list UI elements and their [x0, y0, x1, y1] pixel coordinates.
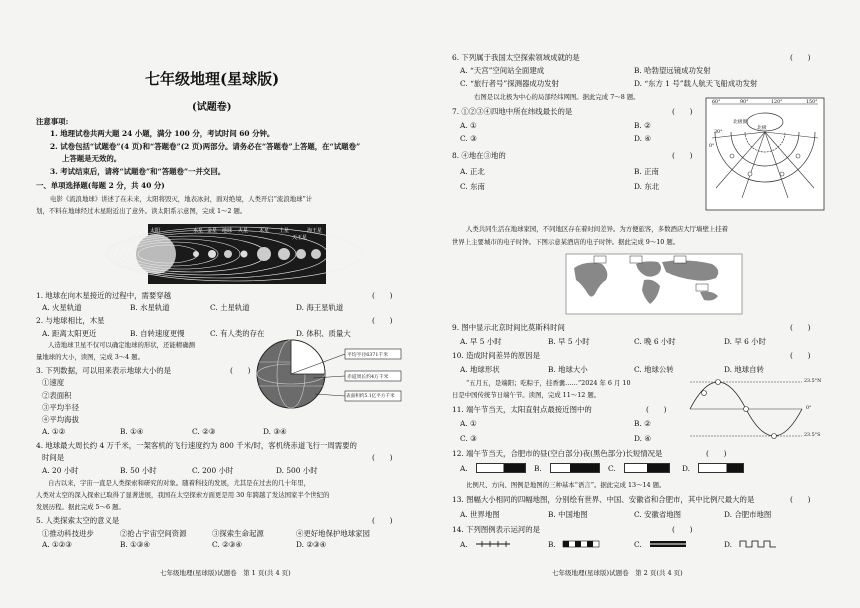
polar-label-90: 90°	[740, 100, 749, 105]
q9-stem: 9. 图中显示北京时间比莫斯科时间	[452, 323, 565, 332]
note-3: 3. 考试结束后，请将“试题卷”和“答题卷”一并交回。	[50, 167, 226, 176]
q5-option-b: B. ①③④	[120, 540, 151, 549]
polar-graticule-figure	[706, 98, 824, 210]
globe-label-circumference: 赤道周长约4万千米	[347, 375, 389, 380]
q7-option-a: A. ①	[460, 121, 477, 130]
solar-label-sun: 太阳	[150, 228, 161, 234]
intro-5b: 人类对太空的深入探索已取得了显著进展，我国在太空探索方面更是用 30 年跨越了发达国家半个世纪的	[36, 491, 330, 499]
q12-option-b: B.	[534, 464, 542, 473]
q5-stem: 5. 人类探索太空的意义是	[36, 516, 120, 525]
q12-stem: 12. 端午节当天，合肥市的昼(空白部分)夜(黑色部分)长短情况是	[452, 449, 663, 458]
q7-stem: 7. ①②③④四地中所在纬线最长的是	[452, 107, 573, 116]
q5-item-2: ②抢占宇宙空间资源	[120, 529, 187, 538]
world-clock-map	[566, 254, 742, 314]
solar-label-earth: 地球	[222, 228, 233, 234]
solar-label-uranus: 天王星	[292, 235, 308, 241]
notes-heading: 注意事项:	[36, 117, 69, 126]
q6-option-b: B. 哈勃望远镜成功发射	[634, 66, 711, 75]
q5-answer-bracket: ( )	[372, 516, 393, 525]
right-footer: 七年级地理(星球版)试题卷 第 2 页(共 4 页)	[552, 569, 683, 577]
solar-system-figure	[148, 224, 326, 284]
q1-stem: 1. 地球在向木星接近的过程中，需要穿越	[36, 291, 172, 300]
legend-symbol-a	[476, 540, 510, 548]
q12-option-c: C.	[608, 464, 616, 473]
q2-option-c: C. 有人类的存在	[210, 329, 265, 338]
intro-11b: 日是中国传统节日端午节。读图，完成 11～12 题。	[452, 391, 601, 399]
q10-option-d: D. 地球自转	[724, 365, 764, 374]
q12-bar-a	[476, 463, 526, 473]
q11-option-a: A. ①	[460, 419, 477, 428]
q5-item-1: ①推动科技进步	[42, 529, 94, 538]
q9-option-c: C. 晚 6 小时	[634, 337, 676, 346]
q9-option-a: A. 早 5 小时	[460, 337, 502, 346]
q14-option-b: B.	[548, 540, 556, 549]
polar-label-30: 30°	[714, 130, 723, 135]
q14-option-d: D.	[724, 540, 733, 549]
q3-option-a: A. ①②	[42, 427, 66, 436]
intro-13: 比例尺、方向、图例是地图的三种基本“语言”。据此完成 13～14 题。	[466, 481, 666, 489]
solar-label-saturn: 土星	[279, 228, 290, 234]
q9-option-d: D. 早 6 小时	[724, 337, 766, 346]
solar-label-jupiter: 木星	[259, 228, 270, 234]
intro-1a: 电影《流浪地球》讲述了在未来，太阳将毁灭，地表冰封，面对绝境，人类开启“流浪地球”计	[50, 195, 313, 203]
q4-answer-bracket: ( )	[372, 453, 393, 462]
polar-label-north-pole: 北极	[757, 126, 767, 131]
q4-option-d: D. 500 小时	[276, 466, 318, 475]
q11-answer-bracket: ( )	[646, 405, 667, 414]
q13-option-b: B. 中国地图	[548, 510, 588, 519]
q4-option-c: C. 200 小时	[192, 466, 234, 475]
solar-label-venus: 金星	[207, 228, 218, 234]
q13-answer-bracket: ( )	[790, 495, 811, 504]
note-2: 2. 试卷包括“试题卷”(4 页)和“答题卷”(2 页)两部分。请务必在“答题卷”上答题，在“试题卷”	[50, 142, 361, 151]
q11-option-d: D. ④	[634, 434, 651, 443]
q2-option-d: D. 体积、质量大	[296, 329, 351, 338]
q6-answer-bracket: ( )	[790, 53, 811, 62]
q2-stem: 2. 与地球相比，木星	[36, 316, 105, 325]
q14-option-c: C.	[634, 540, 642, 549]
q2-option-a: A. 距离太阳更近	[42, 329, 97, 338]
q1-option-c: C. 土星轨道	[210, 303, 250, 312]
left-footer: 七年级地理(星球版)试题卷 第 1 页(共 4 页)	[160, 569, 291, 577]
solar-label-neptune: 海王星	[307, 228, 323, 234]
q3-answer-bracket: ( )	[230, 366, 251, 375]
globe-label-radius: 平均半径6371千米	[347, 353, 388, 358]
q13-option-d: D. 合肥市地图	[724, 510, 772, 519]
intro-9a: 人类共同生活在地球家园，不同地区存在着时间差异。为方便旅客，多数酒店大厅墙壁上挂着	[466, 225, 729, 233]
q11-option-b: B. ②	[634, 419, 651, 428]
q12-bar-c	[624, 463, 670, 473]
q12-answer-bracket: ( )	[706, 449, 727, 458]
q7-option-d: D. ④	[634, 134, 651, 143]
intro-5c: 发展历程。据此完成 5～6 题。	[36, 503, 125, 511]
section-heading: 一、单项选择题(每题 2 分，共 40 分)	[36, 181, 165, 190]
q6-option-d: D. “东方 1 号”载人航天飞船成功发射	[634, 79, 758, 88]
q10-option-b: B. 地球大小	[548, 365, 588, 374]
q5-item-4: ④更好地保护地球家园	[296, 529, 370, 538]
polar-label-arctic-circle: 北极圈	[733, 120, 748, 125]
q8-option-a: A. 正北	[460, 167, 485, 176]
polar-label-120: 120°	[771, 100, 783, 105]
q13-option-a: A. 世界地图	[460, 510, 500, 519]
q3-item-2: ②表面积	[42, 391, 72, 400]
q8-answer-bracket: ( )	[672, 151, 693, 160]
q12-option-a: A.	[460, 464, 468, 473]
q7-answer-bracket: ( )	[672, 107, 693, 116]
q10-option-a: A. 地球形状	[460, 365, 500, 374]
q10-answer-bracket: ( )	[790, 351, 811, 360]
q7-option-b: B. ②	[634, 121, 651, 130]
q10-option-c: C. 地球公转	[634, 365, 674, 374]
q9-option-b: B. 早 5 小时	[548, 337, 590, 346]
note-2-cont: 上答题是无效的。	[62, 154, 122, 163]
q5-option-a: A. ①②③	[42, 540, 72, 549]
intro-3b: 量地球的大小，读图，完成 3～4 题。	[36, 353, 145, 361]
q14-answer-bracket: ( )	[672, 525, 693, 534]
page-title: 七年级地理(星球版)	[145, 70, 280, 88]
q3-option-b: B. ①④	[120, 427, 144, 436]
q5-item-3: ③探索生命起源	[212, 529, 264, 538]
intro-3a: 人造地球卫星不仅可以确定地球的形状，还能精确测	[48, 341, 195, 349]
page-subtitle: (试题卷)	[192, 102, 232, 113]
q3-item-4: ④平均海拔	[42, 415, 79, 424]
sun-direct-point-figure	[690, 378, 802, 440]
q1-option-b: B. 水星轨道	[130, 303, 170, 312]
q11-stem: 11. 端午节当天，太阳直射点最接近图中的	[452, 405, 592, 414]
polar-label-0: 0°	[709, 144, 715, 149]
intro-9b: 世界上主要城市的电子时钟。下图示意某酒店的电子时钟。据此完成 9～10 题。	[452, 238, 680, 246]
q6-stem: 6. 下列属于我国太空探索领域成就的是	[452, 53, 580, 62]
q8-option-d: D. 东北	[634, 182, 660, 191]
legend-symbol-b	[563, 540, 599, 548]
sun-label-south: 23.5°S	[804, 433, 821, 438]
sun-label-equator: 0°	[806, 406, 812, 411]
q4-option-a: A. 20 小时	[42, 466, 79, 475]
legend-symbol-d	[740, 540, 776, 548]
q1-option-a: A. 火星轨道	[42, 303, 82, 312]
q6-option-c: C. “旅行者号”探测器成功发射	[460, 79, 559, 88]
q1-option-d: D. 海王星轨道	[296, 303, 344, 312]
legend-symbol-c	[650, 540, 686, 548]
q14-option-a: A.	[460, 540, 468, 549]
q7-option-c: C. ③	[460, 134, 477, 143]
q14-stem: 14. 下列图例表示运河的是	[452, 525, 541, 534]
note-1: 1. 地理试卷共两大题 24 小题，满分 100 分，考试时间 60 分钟。	[50, 129, 275, 138]
q4-stem: 4. 地球最大周长约 4 万千米，一架客机的飞行速度约为 800 千米/时，客机绕赤道飞行一周需要的	[36, 441, 357, 450]
q10-stem: 10. 造成时间差异的原因是	[452, 351, 541, 360]
q8-option-c: C. 东南	[460, 182, 485, 191]
q3-option-c: C. ②③	[192, 427, 216, 436]
q13-stem: 13. 图幅大小相同的四幅地图，分别绘有世界、中国、安徽省和合肥市，其中比例尺最大的是	[452, 495, 755, 504]
intro-1b: 划，不料在地球经过木星附近出了意外。读太阳系示意图，完成 1～2 题。	[36, 207, 247, 215]
solar-label-mercury: 水星	[193, 228, 204, 234]
q2-answer-bracket: ( )	[372, 316, 393, 325]
sun-label-north: 23.5°N	[804, 379, 822, 384]
intro-11a: “五月五，是端阳；吃粽子，挂香囊……”2024 年 6 月 10	[466, 379, 631, 387]
q4-option-b: B. 50 小时	[120, 466, 157, 475]
q3-item-3: ③平均半径	[42, 403, 79, 412]
q9-answer-bracket: ( )	[790, 323, 811, 332]
q6-option-a: A. “天宫”空间站全面建成	[460, 66, 545, 75]
intro-5a: 自古以来，宇宙一直是人类探索和研究的对象。随着科技的发展，尤其是在过去的几十年里，	[48, 479, 311, 487]
intro-7: 右图是以北极为中心的局部经纬网图。据此完成 7～8 题。	[474, 93, 640, 101]
q12-bar-d	[698, 463, 744, 473]
q3-option-d: D. ③④	[263, 427, 287, 436]
q13-option-c: C. 安徽省地图	[634, 510, 682, 519]
q2-option-b: B. 自转速度更慢	[130, 329, 185, 338]
polar-label-150: 150°	[806, 100, 818, 105]
q3-stem: 3. 下列数据，可以用来表示地球大小的是	[36, 366, 172, 375]
globe-label-area: 表面积约5.1亿平方千米	[346, 394, 395, 399]
q12-option-d: D.	[682, 464, 691, 473]
q3-item-1: ①速度	[42, 378, 65, 387]
solar-label-mars: 火星	[238, 228, 249, 234]
q8-option-b: B. 正南	[634, 167, 659, 176]
q5-option-d: D. ②③④	[296, 540, 327, 549]
q8-stem: 8. ④地在③地的	[452, 151, 506, 160]
q12-bar-b	[550, 463, 600, 473]
polar-label-60: 60°	[712, 100, 721, 105]
q4-stem-cont: 时间是	[42, 453, 65, 462]
q5-option-c: C. ②③④	[212, 540, 242, 549]
q1-answer-bracket: ( )	[372, 291, 393, 300]
q11-option-c: C. ③	[460, 434, 477, 443]
